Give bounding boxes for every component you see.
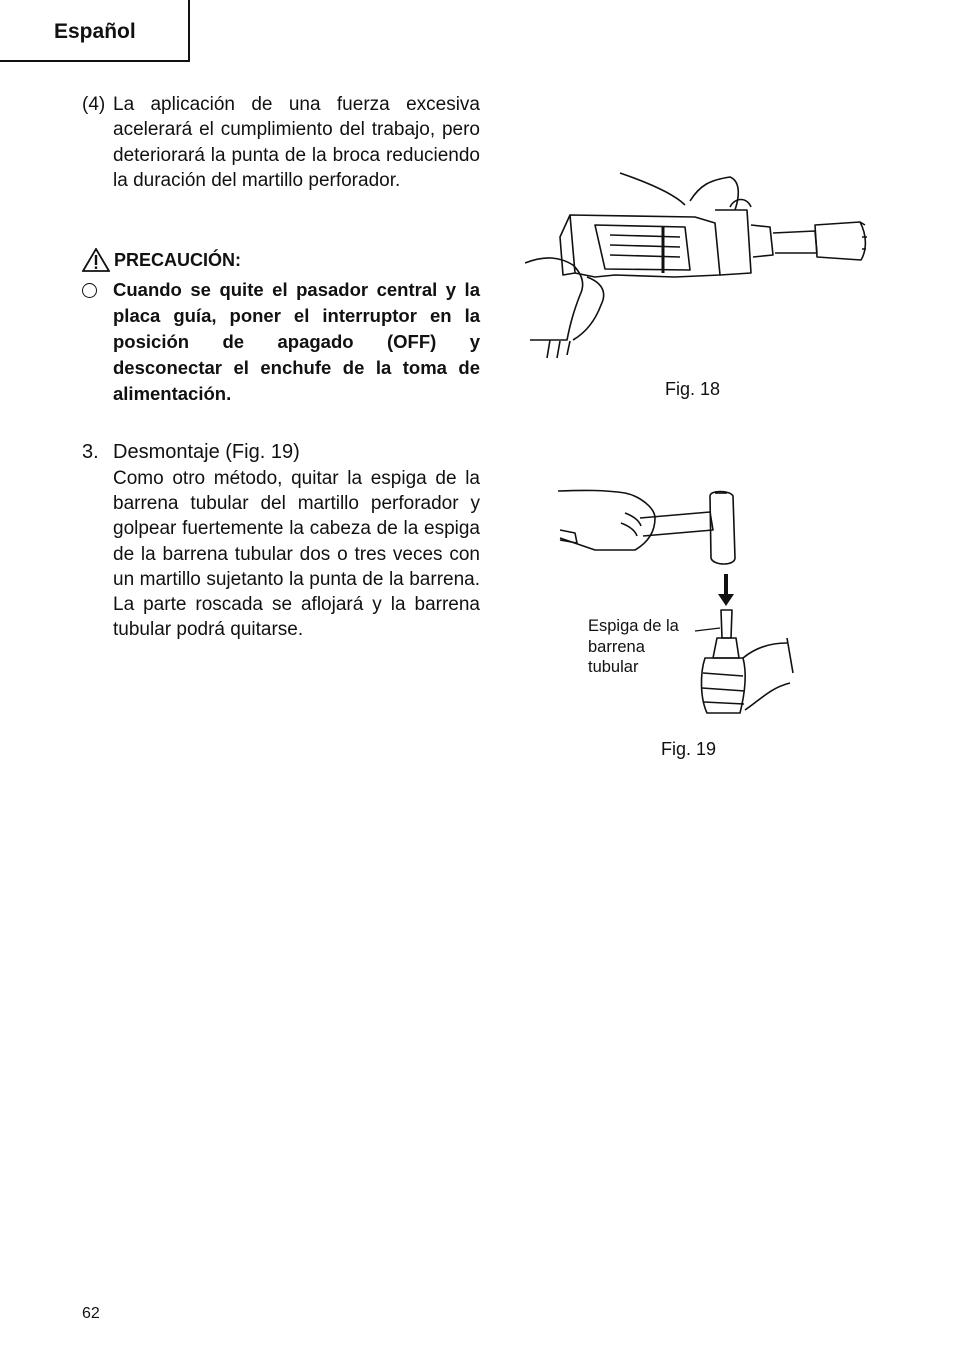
item-number: (4) — [82, 94, 106, 115]
item-4 — [82, 92, 480, 193]
section-number: 3. — [82, 441, 99, 463]
callout-line-2: barrena — [588, 637, 645, 656]
language-tab — [0, 0, 190, 62]
section-body: Como otro método, quitar la espiga de la barrena tubular del martillo perforador y golpear fuertemente la cabeza de la espiga de la barrena tubular dos o tres veces con un martillo sujetanto la punta de la barrena. La parte roscada se aflojará y la barrena tubular podrá quitarse. — [113, 468, 480, 641]
callout-line-3: tubular — [588, 658, 639, 676]
caution-heading — [82, 248, 241, 272]
caution-title: PRECAUCIÓN: — [114, 249, 242, 270]
language-label: Español — [54, 20, 136, 43]
section-title: Desmontaje (Fig. 19) — [113, 441, 300, 463]
fig19-label: Fig. 19 — [661, 739, 717, 759]
fig18-drill-illustration — [525, 165, 870, 360]
fig18-label: Fig. 18 — [665, 379, 721, 399]
fig19-hammer-illustration — [555, 488, 800, 718]
caution-bullet — [82, 277, 480, 407]
caution-text: Cuando se quite el pasador central y la placa guía, poner el interruptor en la posición de apagado (OFF) y desconectar el enchufe de la toma de alimentación. — [113, 279, 480, 404]
bullet-circle-icon — [82, 277, 113, 407]
item-text: La aplicación de una fuerza excesiva acelerará el cumplimiento del trabajo, pero deteriorará la punta de la broca reduciendo la duración del martillo perforador. — [113, 94, 480, 191]
section-3 — [82, 441, 480, 642]
callout-line-1: Espiga de la — [588, 617, 679, 635]
fig19-callout — [588, 616, 679, 678]
warning-triangle-icon — [82, 248, 110, 272]
page-number: 62 — [82, 1305, 100, 1322]
